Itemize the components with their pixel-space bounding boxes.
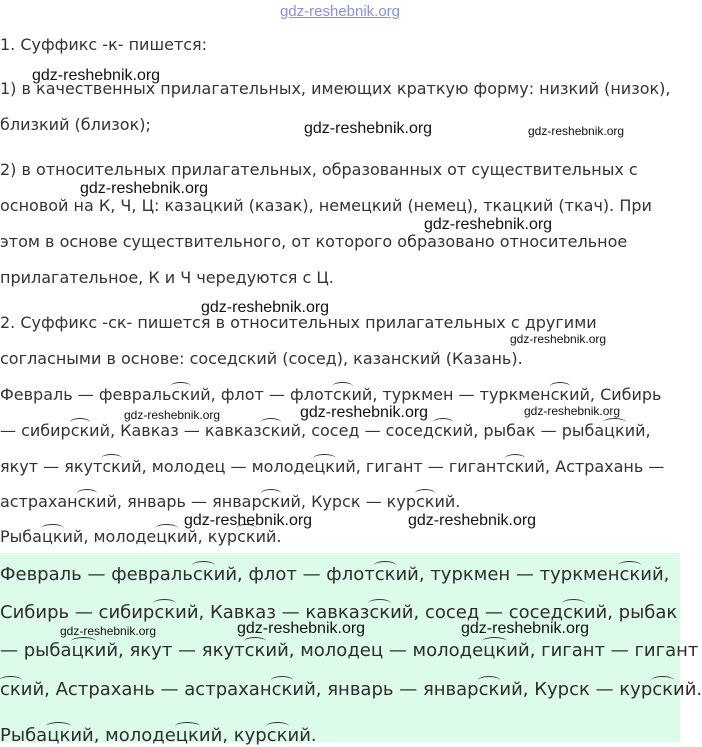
- rule-1-point-2-line-4: прилагательное, К и Ч чередуются с Ц.: [0, 268, 334, 287]
- watermark: gdz-reshebnik.org: [124, 408, 221, 422]
- exercise-line-4: астраханский, январь — январский, Курск — курский.: [0, 492, 461, 511]
- watermark: gdz-reshebnik.org: [424, 216, 553, 233]
- watermark: gdz-reshebnik.org: [184, 512, 313, 529]
- suffix-mark: ск: [154, 602, 176, 623]
- exercise-line-2: — сибирский, Кавказ — кавказский, сосед — соседский, рыбак — рыбацкий,: [0, 421, 651, 440]
- answer-line-2: Сибирь — сибирский, Кавказ — кавказский, сосед — соседский, рыбак: [0, 602, 678, 623]
- suffix-mark: цк: [71, 640, 95, 661]
- suffix-mark: цк: [41, 527, 63, 546]
- suffix-mark: ск: [374, 564, 396, 585]
- suffix-mark: ск: [266, 725, 288, 746]
- suffix-mark: ск: [261, 421, 281, 440]
- answer-line-3: — рыбацкий, якут — якутский, молодец — молодецкий, гигант — гигант: [0, 640, 699, 661]
- answer-panel: [0, 553, 702, 746]
- site-url-link[interactable]: gdz-reshebnik.org: [279, 3, 401, 20]
- watermark: gdz-reshebnik.org: [300, 404, 429, 421]
- watermark: gdz-reshebnik.org: [32, 67, 161, 84]
- suffix-mark: цк: [156, 527, 177, 546]
- rule-2-line-1: 2. Суффикс -ск- пишется в относительных прилагательных с другими: [0, 313, 597, 332]
- suffix-mark: ск: [244, 640, 266, 661]
- suffix-mark: цк: [47, 725, 71, 746]
- rule-1-point-2-line-3: этом в основе существительного, от которого образовано относительное: [0, 232, 628, 251]
- answer-line-4: ский, Астрахань — астраханский, январь — январский, Курск — курский.: [0, 679, 702, 700]
- suffix-mark: ск: [563, 602, 584, 623]
- watermark: gdz-reshebnik.org: [524, 404, 621, 418]
- rule-1-point-2-line-2: основой на К, Ч, Ц: казацкий (казак), немецкий (немец), ткацкий (ткач). При: [0, 196, 652, 215]
- exercise-line-3: якут — якутский, молодец — молодецкий, гигант — гигантский, Астрахань —: [0, 457, 665, 476]
- suffix-mark: ск: [77, 492, 97, 511]
- watermark: gdz-reshebnik.org: [408, 512, 537, 529]
- suffix-mark: цк: [483, 640, 507, 661]
- exercise-line-1: Февраль — февральский, флот — флотский, туркмен — туркменский, Сибирь: [0, 385, 662, 404]
- watermark: gdz-reshebnik.org: [510, 332, 607, 346]
- watermark: gdz-reshebnik.org: [80, 180, 209, 197]
- suffix-mark: ск: [333, 385, 352, 404]
- suffix-mark: цк: [314, 457, 335, 476]
- suffix-mark: ск: [102, 457, 121, 476]
- suffix-mark: ск: [0, 679, 21, 700]
- suffix-mark: ск: [369, 602, 391, 623]
- watermark: gdz-reshebnik.org: [304, 120, 433, 137]
- rule-1-point-1-line-1: 1) в качественных прилагательных, имеющих краткую форму: низкий (низок),: [0, 79, 671, 98]
- watermark: gdz-reshebnik.org: [461, 620, 590, 637]
- suffix-mark: ск: [70, 421, 90, 440]
- answer-line-1: Февраль — февральский, флот — флотский, туркмен — туркменский,: [0, 564, 670, 585]
- rule-2-line-2: согласными в основе: соседский (сосед), казанский (Казань).: [0, 349, 523, 368]
- suffix-mark: ск: [478, 679, 500, 700]
- suffix-mark: ск: [505, 457, 525, 476]
- watermark: gdz-reshebnik.org: [201, 299, 330, 316]
- rule-1-point-2-line-1: 2) в относительных прилагательных, образованных от существительных с: [0, 160, 638, 179]
- suffix-mark: ск: [171, 385, 190, 404]
- suffix-mark: ск: [261, 492, 281, 511]
- suffix-mark: цк: [175, 725, 199, 746]
- watermark: gdz-reshebnik.org: [237, 620, 366, 637]
- suffix-mark: ск: [237, 527, 256, 546]
- watermark: gdz-reshebnik.org: [60, 624, 157, 638]
- suffix-mark: ск: [433, 421, 453, 440]
- suffix-mark: ск: [271, 679, 293, 700]
- rule-1-point-1-line-2: близкий (близок);: [0, 115, 151, 134]
- exercise-line-5: Рыбацкий, молодецкий, курский.: [0, 527, 282, 546]
- answer-line-5: Рыбацкий, молодецкий, курский.: [0, 725, 317, 746]
- suffix-mark: ск: [652, 679, 674, 700]
- suffix-mark: ск: [619, 564, 641, 585]
- suffix-mark: цк: [604, 421, 625, 440]
- rule-1-title: 1. Суффикс -к- пишется:: [0, 35, 208, 54]
- watermark: gdz-reshebnik.org: [528, 124, 625, 138]
- suffix-mark: ск: [415, 492, 435, 511]
- suffix-mark: ск: [550, 385, 570, 404]
- suffix-mark: ск: [192, 564, 214, 585]
